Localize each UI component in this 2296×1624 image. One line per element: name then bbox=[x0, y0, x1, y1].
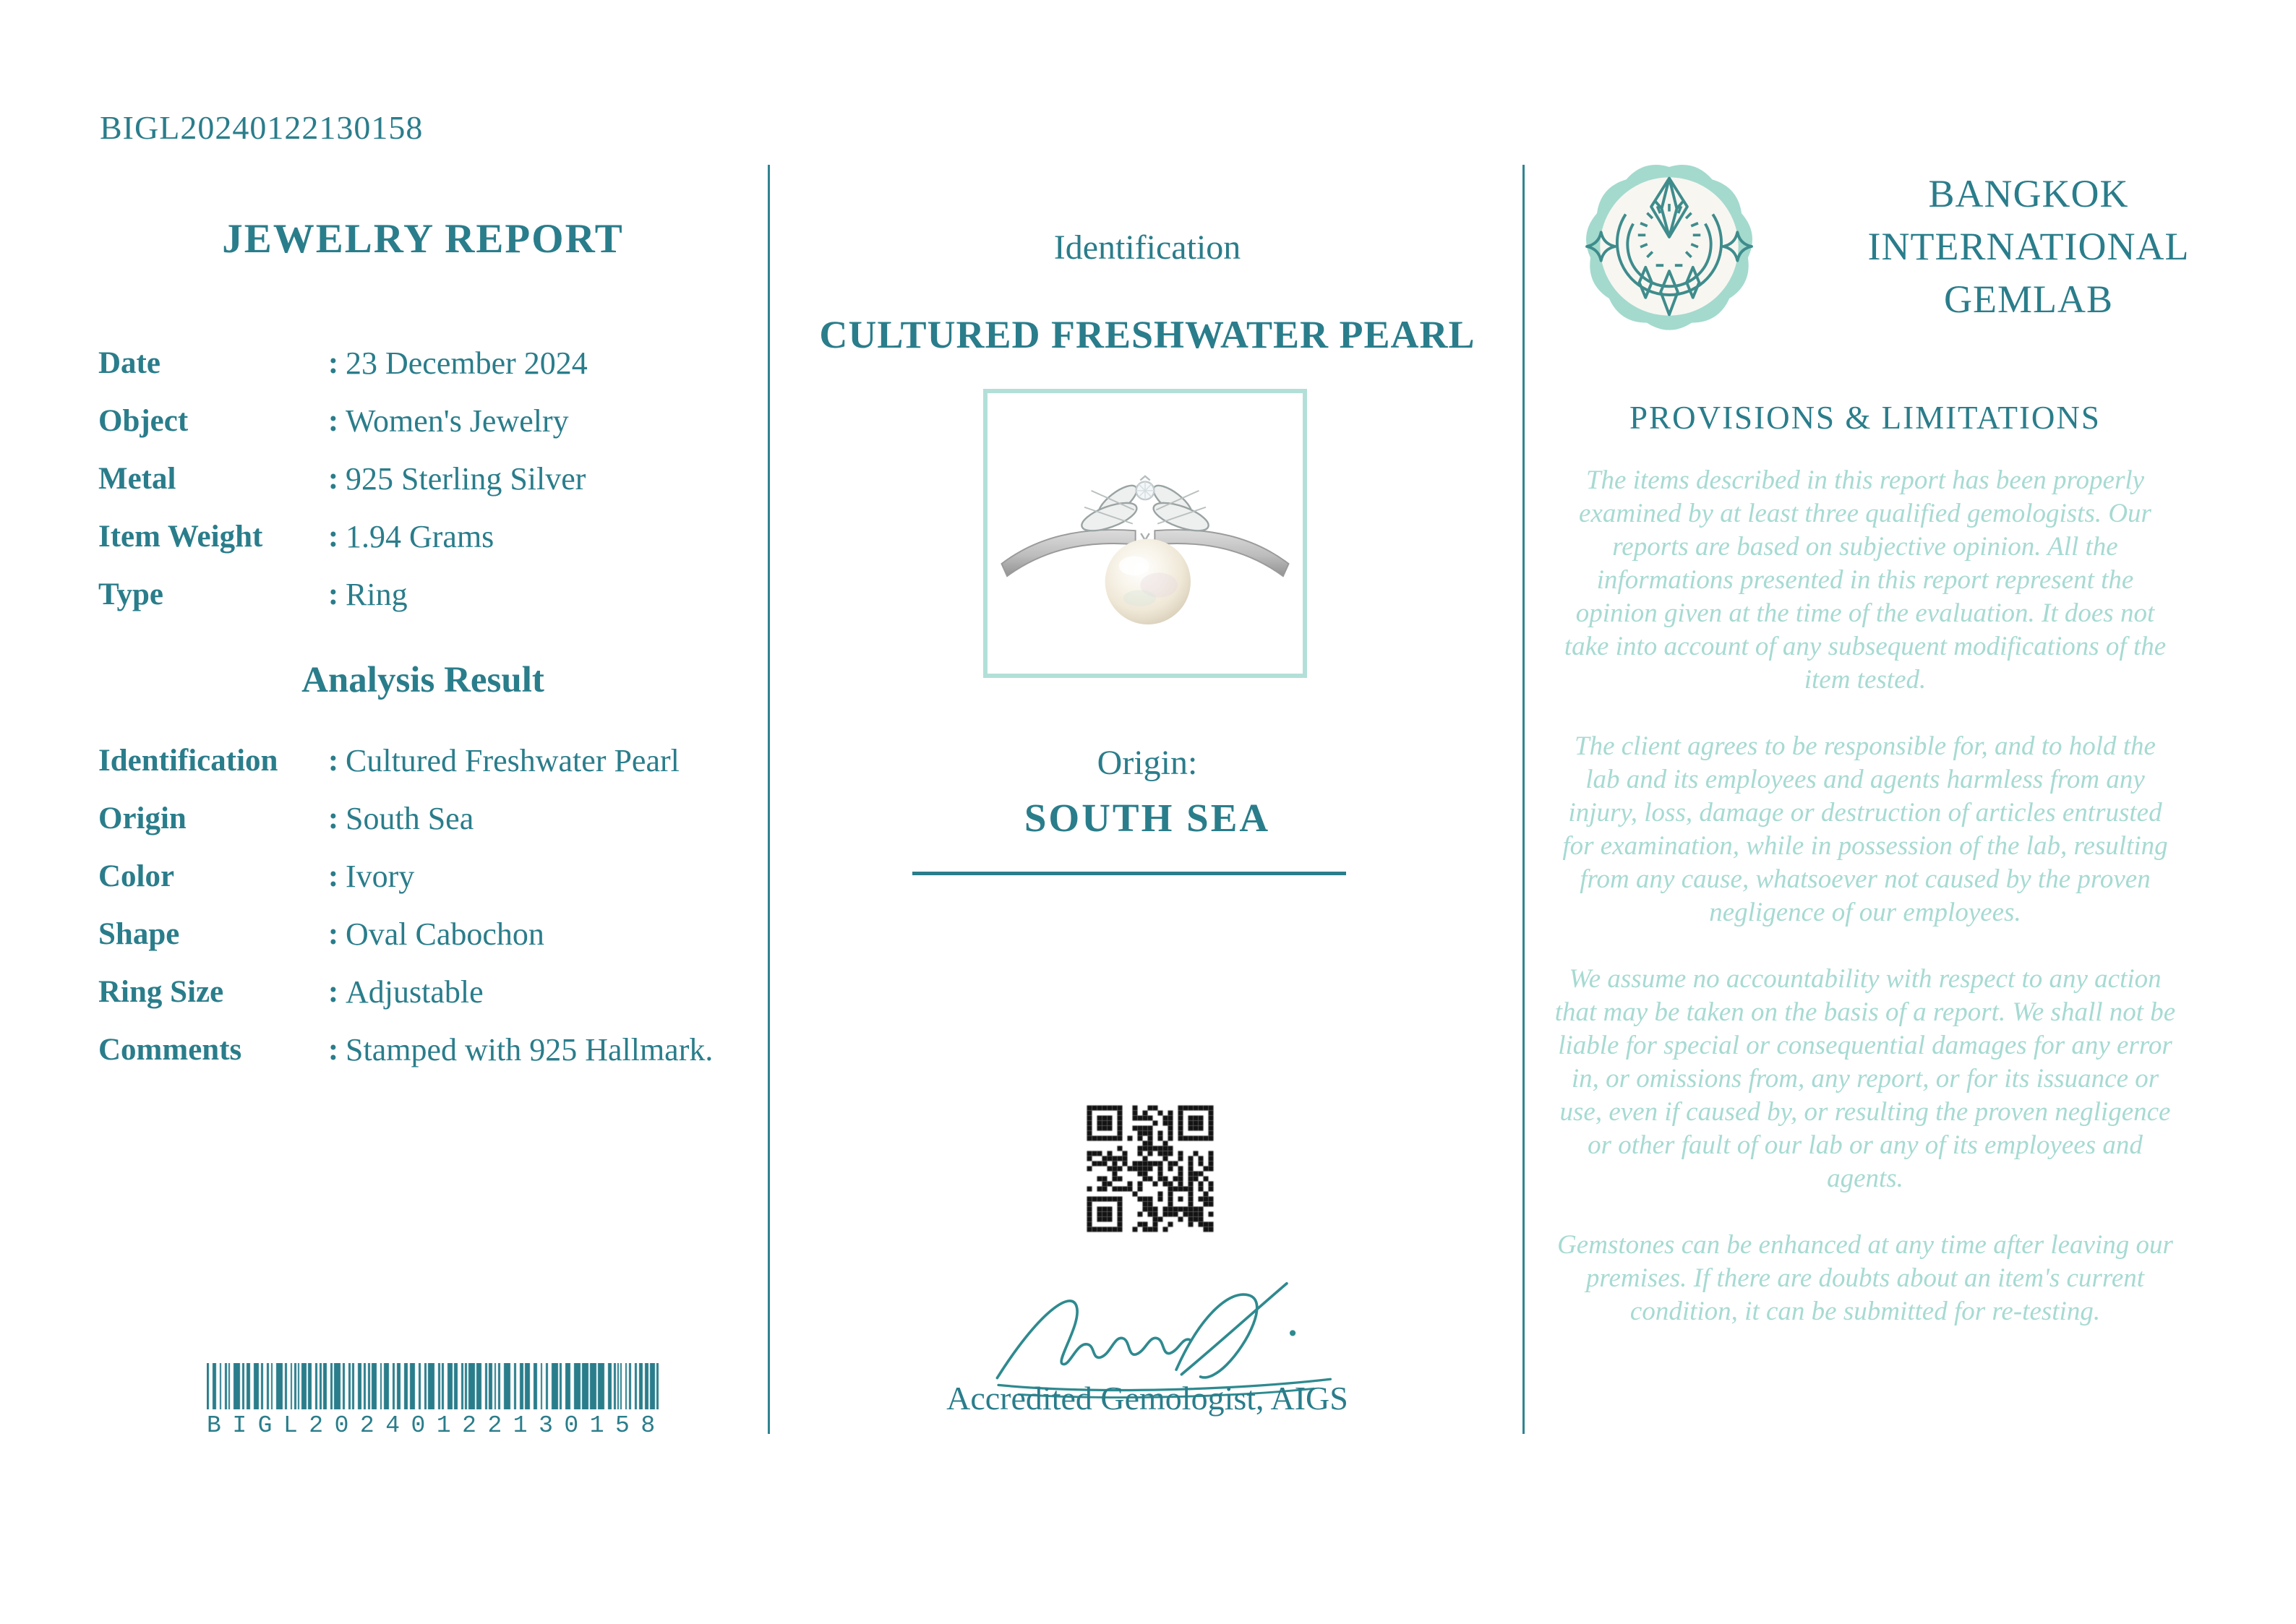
field-value: Adjustable bbox=[346, 974, 484, 1010]
field-colon: : bbox=[327, 801, 339, 835]
lab-header bbox=[1575, 152, 2261, 341]
field-colon: : bbox=[327, 461, 339, 496]
field-label: Origin bbox=[98, 801, 187, 835]
provision-paragraph: The items described in this report has been properly examined by at least three qualified gemologists. Our reports are based on subjective opinion. All the informations presented in this report represent the opinion given at the time of the evaluation. It does not take into account of any subsequent modifications of the item tested. bbox=[1564, 465, 2167, 695]
field-label: Color bbox=[98, 859, 175, 893]
field-row bbox=[98, 789, 771, 847]
column-divider-left bbox=[768, 165, 770, 1434]
field-value: South Sea bbox=[346, 800, 474, 836]
field-value: Stamped with 925 Hallmark. bbox=[346, 1031, 714, 1067]
field-row bbox=[98, 731, 771, 789]
field-colon: : bbox=[327, 743, 339, 778]
lab-name-line: BANGKOK bbox=[1928, 171, 2129, 215]
field-colon: : bbox=[327, 859, 339, 893]
gemologist-title: Accredited Gemologist, AIGS bbox=[946, 1380, 1348, 1417]
field-colon: : bbox=[327, 974, 339, 1009]
analysis-result-title: Analysis Result bbox=[301, 660, 544, 700]
field-row bbox=[98, 847, 771, 905]
lab-name-line: GEMLAB bbox=[1944, 277, 2113, 321]
identification-section-title: Identification bbox=[1053, 228, 1241, 267]
lab-name bbox=[1796, 168, 2261, 326]
barcode-icon bbox=[207, 1363, 664, 1409]
field-value: 23 December 2024 bbox=[346, 345, 588, 381]
origin-value: SOUTH SEA bbox=[1024, 796, 1271, 840]
field-label: Type bbox=[98, 577, 163, 611]
lab-seal-icon bbox=[1575, 152, 1764, 341]
field-row bbox=[98, 1021, 771, 1078]
field-label: Identification bbox=[98, 743, 278, 778]
field-colon: : bbox=[327, 403, 339, 438]
field-row bbox=[98, 507, 771, 565]
provision-paragraph: The client agrees to be responsible for, and to hold the lab and its employees and agents harmless from any injury, loss, damage or destruction of articles entrusted for examination, while in possession of the lab, resulting from any cause, whatsoever not caused by the proven negligence of our employees. bbox=[1562, 731, 2168, 927]
provision-paragraph: Gemstones can be enhanced at any time after leaving our premises. If there are doubts about an item's current condition, it can be submitted for re-testing. bbox=[1557, 1230, 2173, 1326]
field-value: Ring bbox=[346, 576, 408, 612]
provisions-paragraphs bbox=[1554, 464, 2176, 1362]
analysis-fields-table bbox=[98, 731, 771, 1078]
field-label: Item Weight bbox=[98, 519, 263, 554]
field-label: Metal bbox=[98, 461, 176, 496]
barcode bbox=[207, 1363, 667, 1439]
field-value: Cultured Freshwater Pearl bbox=[346, 742, 680, 778]
field-value: 1.94 Grams bbox=[346, 518, 494, 554]
field-value: Oval Cabochon bbox=[346, 916, 544, 952]
item-photo-frame bbox=[983, 389, 1307, 678]
qr-code-icon bbox=[1080, 1099, 1220, 1239]
report-number: BIGL20240122130158 bbox=[100, 109, 424, 146]
origin-underline bbox=[912, 872, 1346, 875]
field-row bbox=[98, 905, 771, 963]
field-value: Women's Jewelry bbox=[346, 403, 569, 439]
field-colon: : bbox=[327, 916, 339, 951]
field-colon: : bbox=[327, 519, 339, 554]
field-row bbox=[98, 334, 771, 392]
field-label: Shape bbox=[98, 916, 180, 951]
field-label: Object bbox=[98, 403, 189, 438]
field-row bbox=[98, 565, 771, 623]
field-label: Ring Size bbox=[98, 974, 224, 1009]
field-colon: : bbox=[327, 577, 339, 611]
field-label: Date bbox=[98, 345, 160, 380]
field-row bbox=[98, 450, 771, 507]
provisions-title: PROVISIONS & LIMITATIONS bbox=[1629, 400, 2101, 436]
jewelry-report-title: JEWELRY REPORT bbox=[222, 216, 624, 262]
provision-paragraph: We assume no accountability with respect to any action that may be taken on the basis of a report. We shall not be liable for special or consequential damages for any error in, or omissions from, any report, or for its issuance or use, even if caused by, or resulting the proven negligence or other fault of our lab or any of its employees and agents. bbox=[1554, 964, 2176, 1193]
origin-label: Origin: bbox=[1097, 744, 1198, 782]
field-colon: : bbox=[327, 345, 339, 380]
field-label: Comments bbox=[98, 1032, 242, 1067]
barcode-text: BIGL20240122130158 bbox=[207, 1412, 667, 1439]
report-fields-table bbox=[98, 334, 771, 623]
field-colon: : bbox=[327, 1032, 339, 1067]
identification-result: CULTURED FRESHWATER PEARL bbox=[819, 313, 1475, 356]
field-value: Ivory bbox=[346, 858, 415, 894]
lab-name-line: INTERNATIONAL bbox=[1867, 224, 2190, 268]
field-value: 925 Sterling Silver bbox=[346, 460, 586, 497]
field-row bbox=[98, 392, 771, 450]
pearl-ring-photo bbox=[993, 395, 1297, 671]
field-row bbox=[98, 963, 771, 1021]
